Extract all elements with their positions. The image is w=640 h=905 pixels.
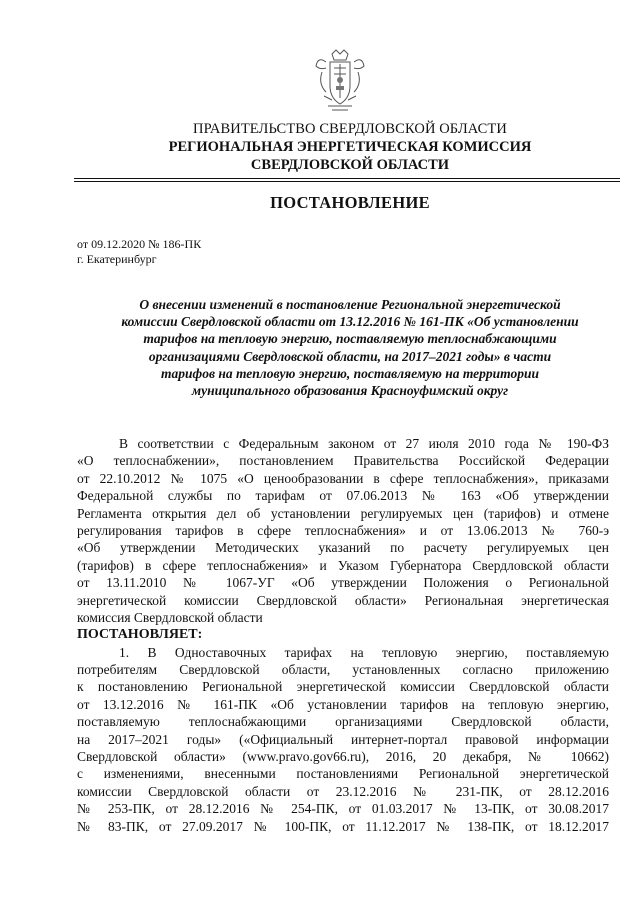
subject-line: муниципального образования Красноуфимский округ: [191, 383, 509, 399]
document-body: [77, 435, 609, 835]
subject-line: организациями Свердловской области, на 2017–2021 годы» в части: [148, 348, 552, 364]
item1-line: на 2017–2021 годы» («Официальный интернет-портал правовой информации: [77, 731, 609, 747]
preamble-line: «О теплоснабжении», постановлением Правительства Российской Федерации: [77, 453, 609, 469]
subject-line: тарифов на тепловую энергию, поставляемую теплоснабжающими: [143, 331, 557, 347]
document-type-title: ПОСТАНОВЛЕНИЕ: [270, 193, 430, 212]
document-date-number: от 09.12.2020 № 186-ПК: [77, 237, 202, 251]
preamble-line: энергетической комиссии Свердловской области» Региональная энергетическая: [77, 592, 609, 608]
preamble-line: комиссия Свердловской области: [77, 609, 263, 625]
preamble-line: от 22.10.2012 № 1075 «О ценообразовании в сфере теплоснабжения», приказами: [77, 470, 609, 486]
preamble-line: Федеральной службы по тарифам от 07.06.2013 № 163 «Об утверждении: [77, 488, 609, 504]
preamble-line: «Об утверждении Методических указаний по расчету регулируемых цен: [77, 540, 609, 556]
item1-line: № 253-ПК, от 28.12.2016 № 254-ПК, от 01.03.2017 № 13-ПК, от 30.08.2017: [77, 801, 609, 817]
document-subject: [80, 296, 620, 399]
coat-of-arms-icon: [312, 48, 368, 112]
preamble-line: В соответствии с Федеральным законом от 27 июля 2010 года № 190-ФЗ: [119, 436, 609, 451]
preamble-line: (тарифов) в сфере теплоснабжения» и Указом Губернатора Свердловской области: [77, 557, 609, 573]
preamble-line: Регламента открытия дел об установлении регулируемых цен (тарифов) и отмене: [77, 505, 609, 521]
resolves-heading: ПОСТАНОВЛЯЕТ:: [77, 627, 203, 643]
item1-line: поставляемую теплоснабжающими организациями Свердловской области,: [77, 714, 609, 730]
subject-line: комиссии Свердловской области от 13.12.2016 № 161-ПК «Об установлении: [121, 314, 579, 330]
item1-line: Свердловской области» (www.pravo.gov66.ru), 2016, 20 декабря, № 10662): [77, 749, 609, 765]
header-rule-bottom: [74, 181, 620, 182]
item1-line: к постановлению Региональной энергетической комиссии Свердловской области: [77, 679, 609, 695]
preamble-line: от 13.11.2010 № 1067-УГ «Об утверждении Положения о Региональной: [77, 575, 609, 591]
preamble-line: регулирования тарифов в сфере теплоснабжения» и от 13.06.2013 № 760-э: [77, 522, 609, 538]
header-rule-top: [74, 178, 620, 179]
item1-line: 1. В Одноставочных тарифах на тепловую энергию, поставляемую: [119, 644, 609, 660]
commission-name-line2: СВЕРДЛОВСКОЙ ОБЛАСТИ: [250, 157, 450, 173]
subject-line: тарифов на тепловую энергию, поставляемую на территории: [161, 365, 539, 381]
subject-line: О внесении изменений в постановление Региональной энергетической: [139, 297, 561, 312]
document-city: г. Екатеринбург: [77, 252, 157, 266]
item1-line: комиссии Свердловской области от 23.12.2016 № 231-ПК, от 28.12.2016: [77, 783, 609, 799]
item1-line: № 83-ПК, от 27.09.2017 № 100-ПК, от 11.12.2017 № 138-ПК, от 18.12.2017: [77, 818, 609, 834]
item1-line: от 13.12.2016 № 161-ПК «Об установлении тарифов на тепловую энергию,: [77, 696, 609, 712]
item1-line: с изменениями, внесенными постановлениями Региональной энергетической: [77, 766, 609, 782]
commission-name-line1: РЕГИОНАЛЬНАЯ ЭНЕРГЕТИЧЕСКАЯ КОМИССИЯ: [168, 139, 532, 155]
government-name: ПРАВИТЕЛЬСТВО СВЕРДЛОВСКОЙ ОБЛАСТИ: [193, 121, 507, 137]
item1-line: потребителям Свердловской области, установленных согласно приложению: [77, 662, 609, 678]
